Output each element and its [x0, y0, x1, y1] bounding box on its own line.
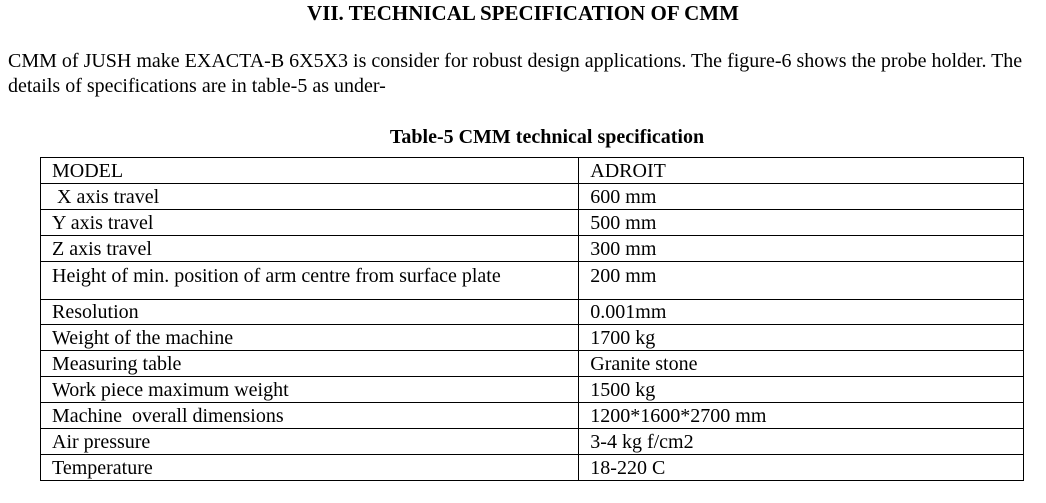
spec-label: Weight of the machine [41, 325, 579, 351]
table-row [41, 210, 1024, 236]
table-row [41, 455, 1024, 481]
spec-value: 600 mm [579, 184, 1024, 210]
table-row [41, 236, 1024, 262]
spec-table [40, 157, 1024, 481]
spec-value: 0.001mm [579, 300, 1024, 325]
section-heading: VII. TECHNICAL SPECIFICATION OF CMM [307, 1, 739, 25]
spec-value: Granite stone [579, 351, 1024, 377]
table-caption: Table-5 CMM technical specification [389, 126, 705, 148]
table-row [41, 403, 1024, 429]
spec-value: 300 mm [579, 236, 1024, 262]
table-row [41, 351, 1024, 377]
spec-label: Air pressure [41, 429, 579, 455]
intro-paragraph: CMM of JUSH make EXACTA-B 6X5X3 is consider for robust design applications. The figure-6 shows the probe holder. The details of specifications are in table-5 as under- [8, 50, 1023, 97]
spec-label: Z axis travel [41, 236, 579, 262]
spec-label: X axis travel [41, 184, 579, 210]
spec-label: Work piece maximum weight [41, 377, 579, 403]
table-row [41, 377, 1024, 403]
spec-value: 18-220 C [579, 455, 1024, 481]
spec-label: Y axis travel [41, 210, 579, 236]
spec-label: Height of min. position of arm centre from surface plate [41, 262, 579, 300]
spec-label: Resolution [41, 300, 579, 325]
table-row [41, 429, 1024, 455]
spec-value: 500 mm [579, 210, 1024, 236]
spec-value: 1700 kg [579, 325, 1024, 351]
table-row [41, 184, 1024, 210]
spec-label: Measuring table [41, 351, 579, 377]
spec-value: ADROIT [579, 158, 1024, 184]
spec-label: MODEL [41, 158, 579, 184]
spec-value: 1200*1600*2700 mm [579, 403, 1024, 429]
spec-value: 3-4 kg f/cm2 [579, 429, 1024, 455]
table-row [41, 300, 1024, 325]
spec-value: 200 mm [579, 262, 1024, 300]
spec-value: 1500 kg [579, 377, 1024, 403]
spec-label: Machine overall dimensions [41, 403, 579, 429]
table-row [41, 158, 1024, 184]
table-row [41, 325, 1024, 351]
spec-label: Temperature [41, 455, 579, 481]
table-row [41, 262, 1024, 300]
